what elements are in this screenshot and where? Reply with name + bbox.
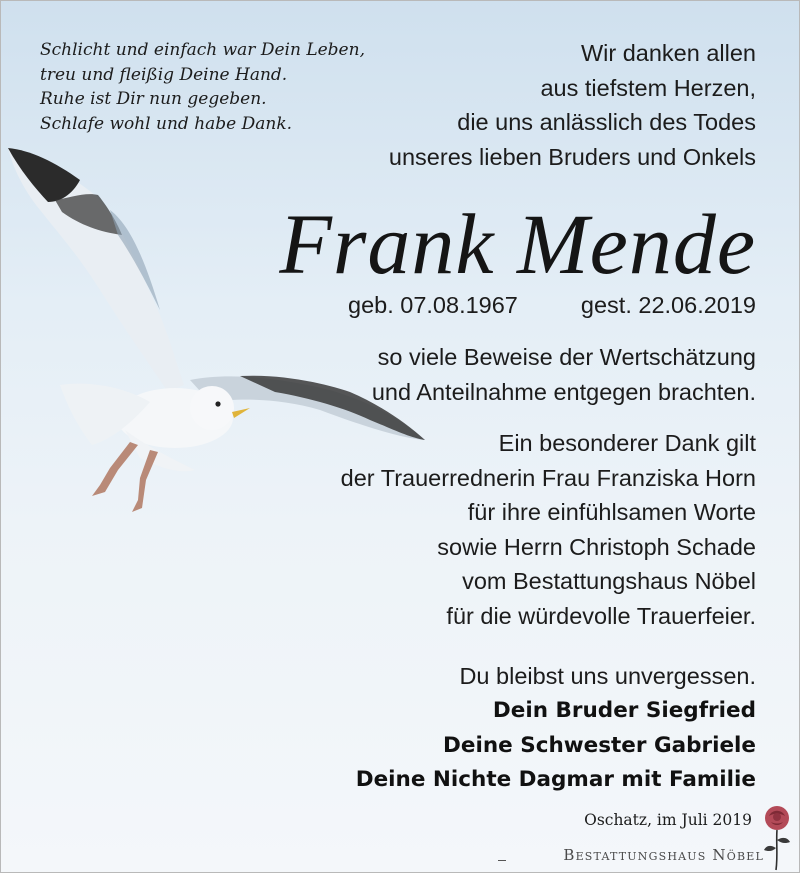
body-line: der Trauerrednerin Frau Franziska Horn bbox=[340, 464, 756, 491]
deceased-name: Frank Mende bbox=[279, 196, 756, 292]
body-line: für die würdevolle Trauerfeier. bbox=[446, 602, 756, 629]
place-date: Oschatz, im Juli 2019 bbox=[584, 811, 752, 829]
funeral-home-name bbox=[563, 846, 764, 864]
body-line: Ein besonderer Dank gilt bbox=[498, 430, 756, 456]
intro-line: Wir danken allen bbox=[580, 40, 756, 66]
poem-line: Schlicht und einfach war Dein Leben, bbox=[40, 40, 365, 60]
funeral-home-label: Bestattungshaus Nöbel bbox=[563, 846, 764, 864]
divider bbox=[498, 860, 506, 861]
body-line: vom Bestattungshaus Nöbel bbox=[462, 568, 756, 594]
death-date: gest. 22.06.2019 bbox=[580, 292, 756, 318]
body-line: für ihre einfühlsamen Worte bbox=[467, 499, 756, 525]
signer: Dein Bruder Siegfried bbox=[492, 698, 756, 723]
intro-line: die uns anlässlich des Todes bbox=[457, 109, 756, 135]
poem-line: Ruhe ist Dir nun gegeben. bbox=[40, 89, 267, 109]
body-line: sowie Herrn Christoph Schade bbox=[437, 533, 756, 560]
intro-line: unseres lieben Bruders und Onkels bbox=[388, 143, 756, 170]
birth-date: geb. 07.08.1967 bbox=[348, 292, 518, 318]
intro-line: aus tiefstem Herzen, bbox=[540, 74, 756, 101]
body-line: so viele Beweise der Wertschätzung bbox=[377, 344, 756, 370]
signer: Deine Nichte Dagmar mit Familie bbox=[355, 767, 756, 792]
body-line: und Anteilnahme entgegen brachten. bbox=[371, 378, 756, 405]
poem-line: treu und fleißig Deine Hand. bbox=[40, 64, 288, 85]
thanks-body bbox=[276, 340, 756, 694]
signers bbox=[276, 694, 756, 798]
intro-text bbox=[296, 36, 756, 174]
closing-line: Du bleibst uns unvergessen. bbox=[459, 663, 756, 689]
poem-line: Schlafe wohl und habe Dank. bbox=[40, 113, 293, 134]
signer: Deine Schwester Gabriele bbox=[443, 732, 756, 758]
rose-icon bbox=[760, 800, 794, 872]
